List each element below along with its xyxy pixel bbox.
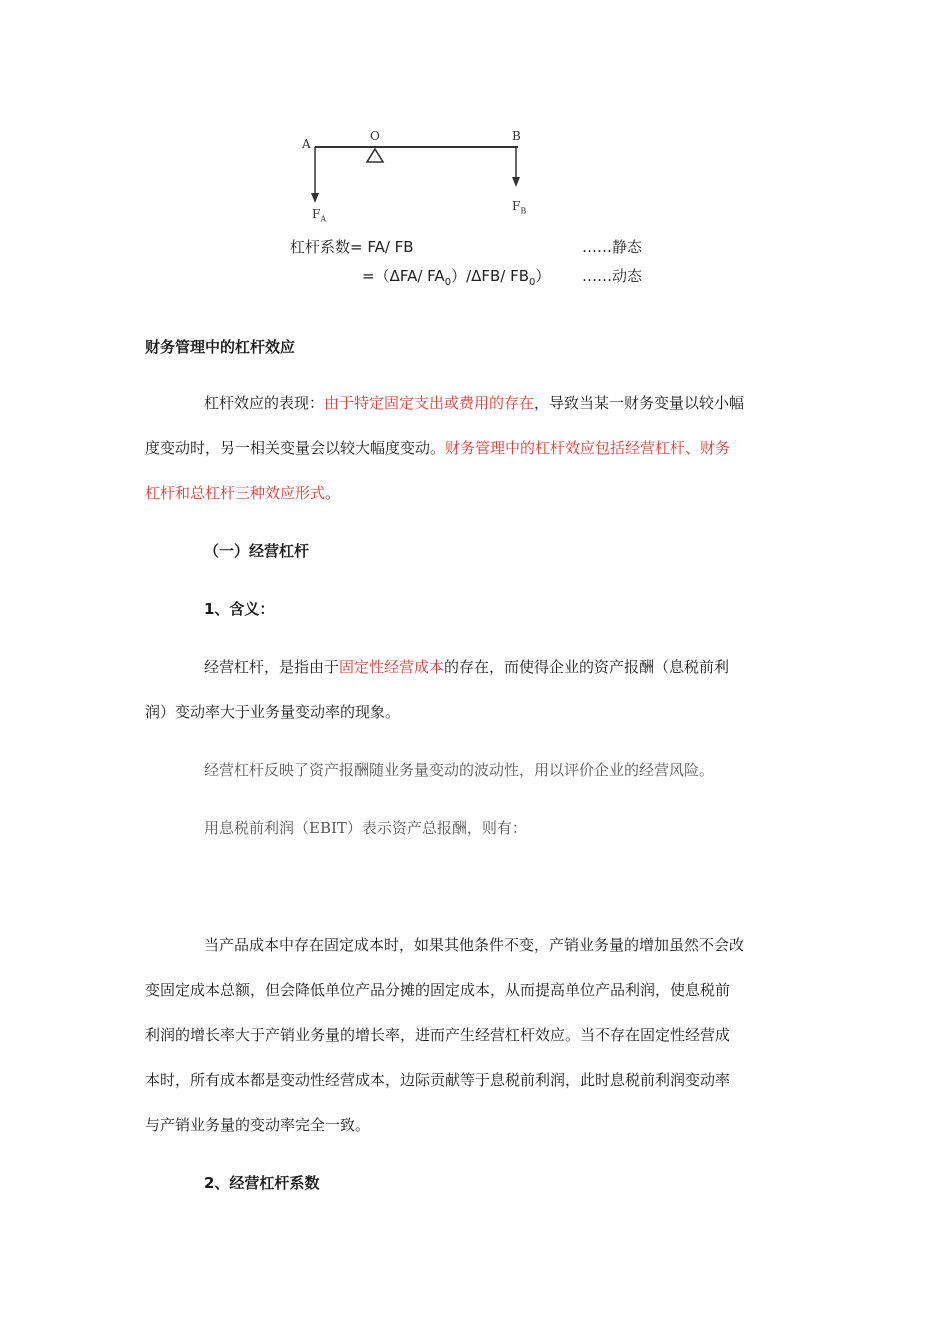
force-a-arrowhead [311, 193, 319, 203]
label-fa-sub: A [320, 214, 327, 224]
p2-l1-a: 经营杠杆，是指由于 [204, 658, 340, 676]
p2-l1-c: 的存在，而使得企业的资产报酬（息税前利 [444, 658, 730, 676]
section-title: 财务管理中的杠杆效应 [145, 338, 296, 356]
subheading-meaning: 1、含义： [204, 600, 275, 618]
formula-dynamic-sub2: 0 [529, 277, 536, 288]
p1-l1-c: ，导致当某一财务变量以较小幅 [534, 394, 745, 412]
p5-line3: 利润的增长率大于产销业务量的增长率，进而产生经营杠杆效应。当不存在固定性经营成 [145, 1026, 731, 1044]
p1-l1-b: 由于特定固定支出或费用的存在 [324, 394, 535, 412]
label-b: B [512, 129, 521, 143]
subheading-operating-leverage-coefficient: 2、经营杠杆系数 [204, 1174, 320, 1192]
p5-line5: 与产销业务量的变动率完全一致。 [145, 1116, 371, 1134]
subheading-operating-leverage: （一）经营杠杆 [204, 542, 310, 560]
formula-dynamic-part1: =（ΔFA/ FA [362, 267, 445, 285]
formula-static-note: ……静态 [582, 238, 643, 256]
fulcrum-triangle [367, 149, 383, 162]
p2-line1 [204, 656, 869, 678]
p1-line1 [204, 392, 869, 414]
p2-line2: 润）变动率大于业务量变动率的现象。 [145, 703, 401, 721]
label-fb-main: F [512, 199, 521, 213]
label-fb [512, 199, 526, 215]
formula-dynamic-part2: ）/ΔFB/ FB [451, 267, 530, 285]
p5-line4: 本时，所有成本都是变动性经营成本，边际贡献等于息税前利润，此时息税前利润变动率 [145, 1071, 731, 1089]
formula-dynamic-part3: ） [535, 267, 551, 285]
p1-l3-a: 杠杆和总杠杆三种效应形式 [145, 484, 326, 502]
p3-line: 经营杠杆反映了资产报酬随业务量变动的波动性，用以评价企业的经营风险。 [204, 761, 715, 779]
p4-line: 用息税前利润（EBIT）表示资产总报酬，则有： [204, 819, 527, 837]
label-fa-main: F [312, 207, 321, 221]
p5-line1: 当产品成本中存在固定成本时，如果其他条件不变，产销业务量的增加虽然不会改 [204, 936, 745, 954]
formula-dynamic-sub1: 0 [444, 277, 452, 288]
p2-l1-b: 固定性经营成本 [339, 658, 445, 676]
formula-static: 杠杆系数= FA/ FB [290, 238, 414, 256]
label-fb-sub: B [520, 206, 527, 216]
formula-dynamic-note: ……动态 [582, 267, 643, 285]
p1-l2-a: 度变动时，另一相关变量会以较大幅度变动。 [145, 439, 446, 457]
p5-line2: 变固定成本总额，但会降低单位产品分摊的固定成本，从而提高单位产品利润，使息税前 [145, 981, 731, 999]
label-fa [312, 207, 326, 223]
force-b-arrowhead [512, 177, 520, 187]
lever-diagram [290, 125, 670, 290]
label-a: A [302, 137, 311, 151]
p1-l3-b: 。 [325, 484, 341, 502]
p1-line2 [145, 437, 810, 459]
p1-line3 [145, 482, 810, 504]
p1-l2-b: 财务管理中的杠杆效应包括经营杠杆、财务 [445, 439, 731, 457]
formula-dynamic [362, 265, 550, 288]
label-o: O [370, 129, 380, 143]
p1-l1-a: 杠杆效应的表现： [204, 394, 325, 412]
